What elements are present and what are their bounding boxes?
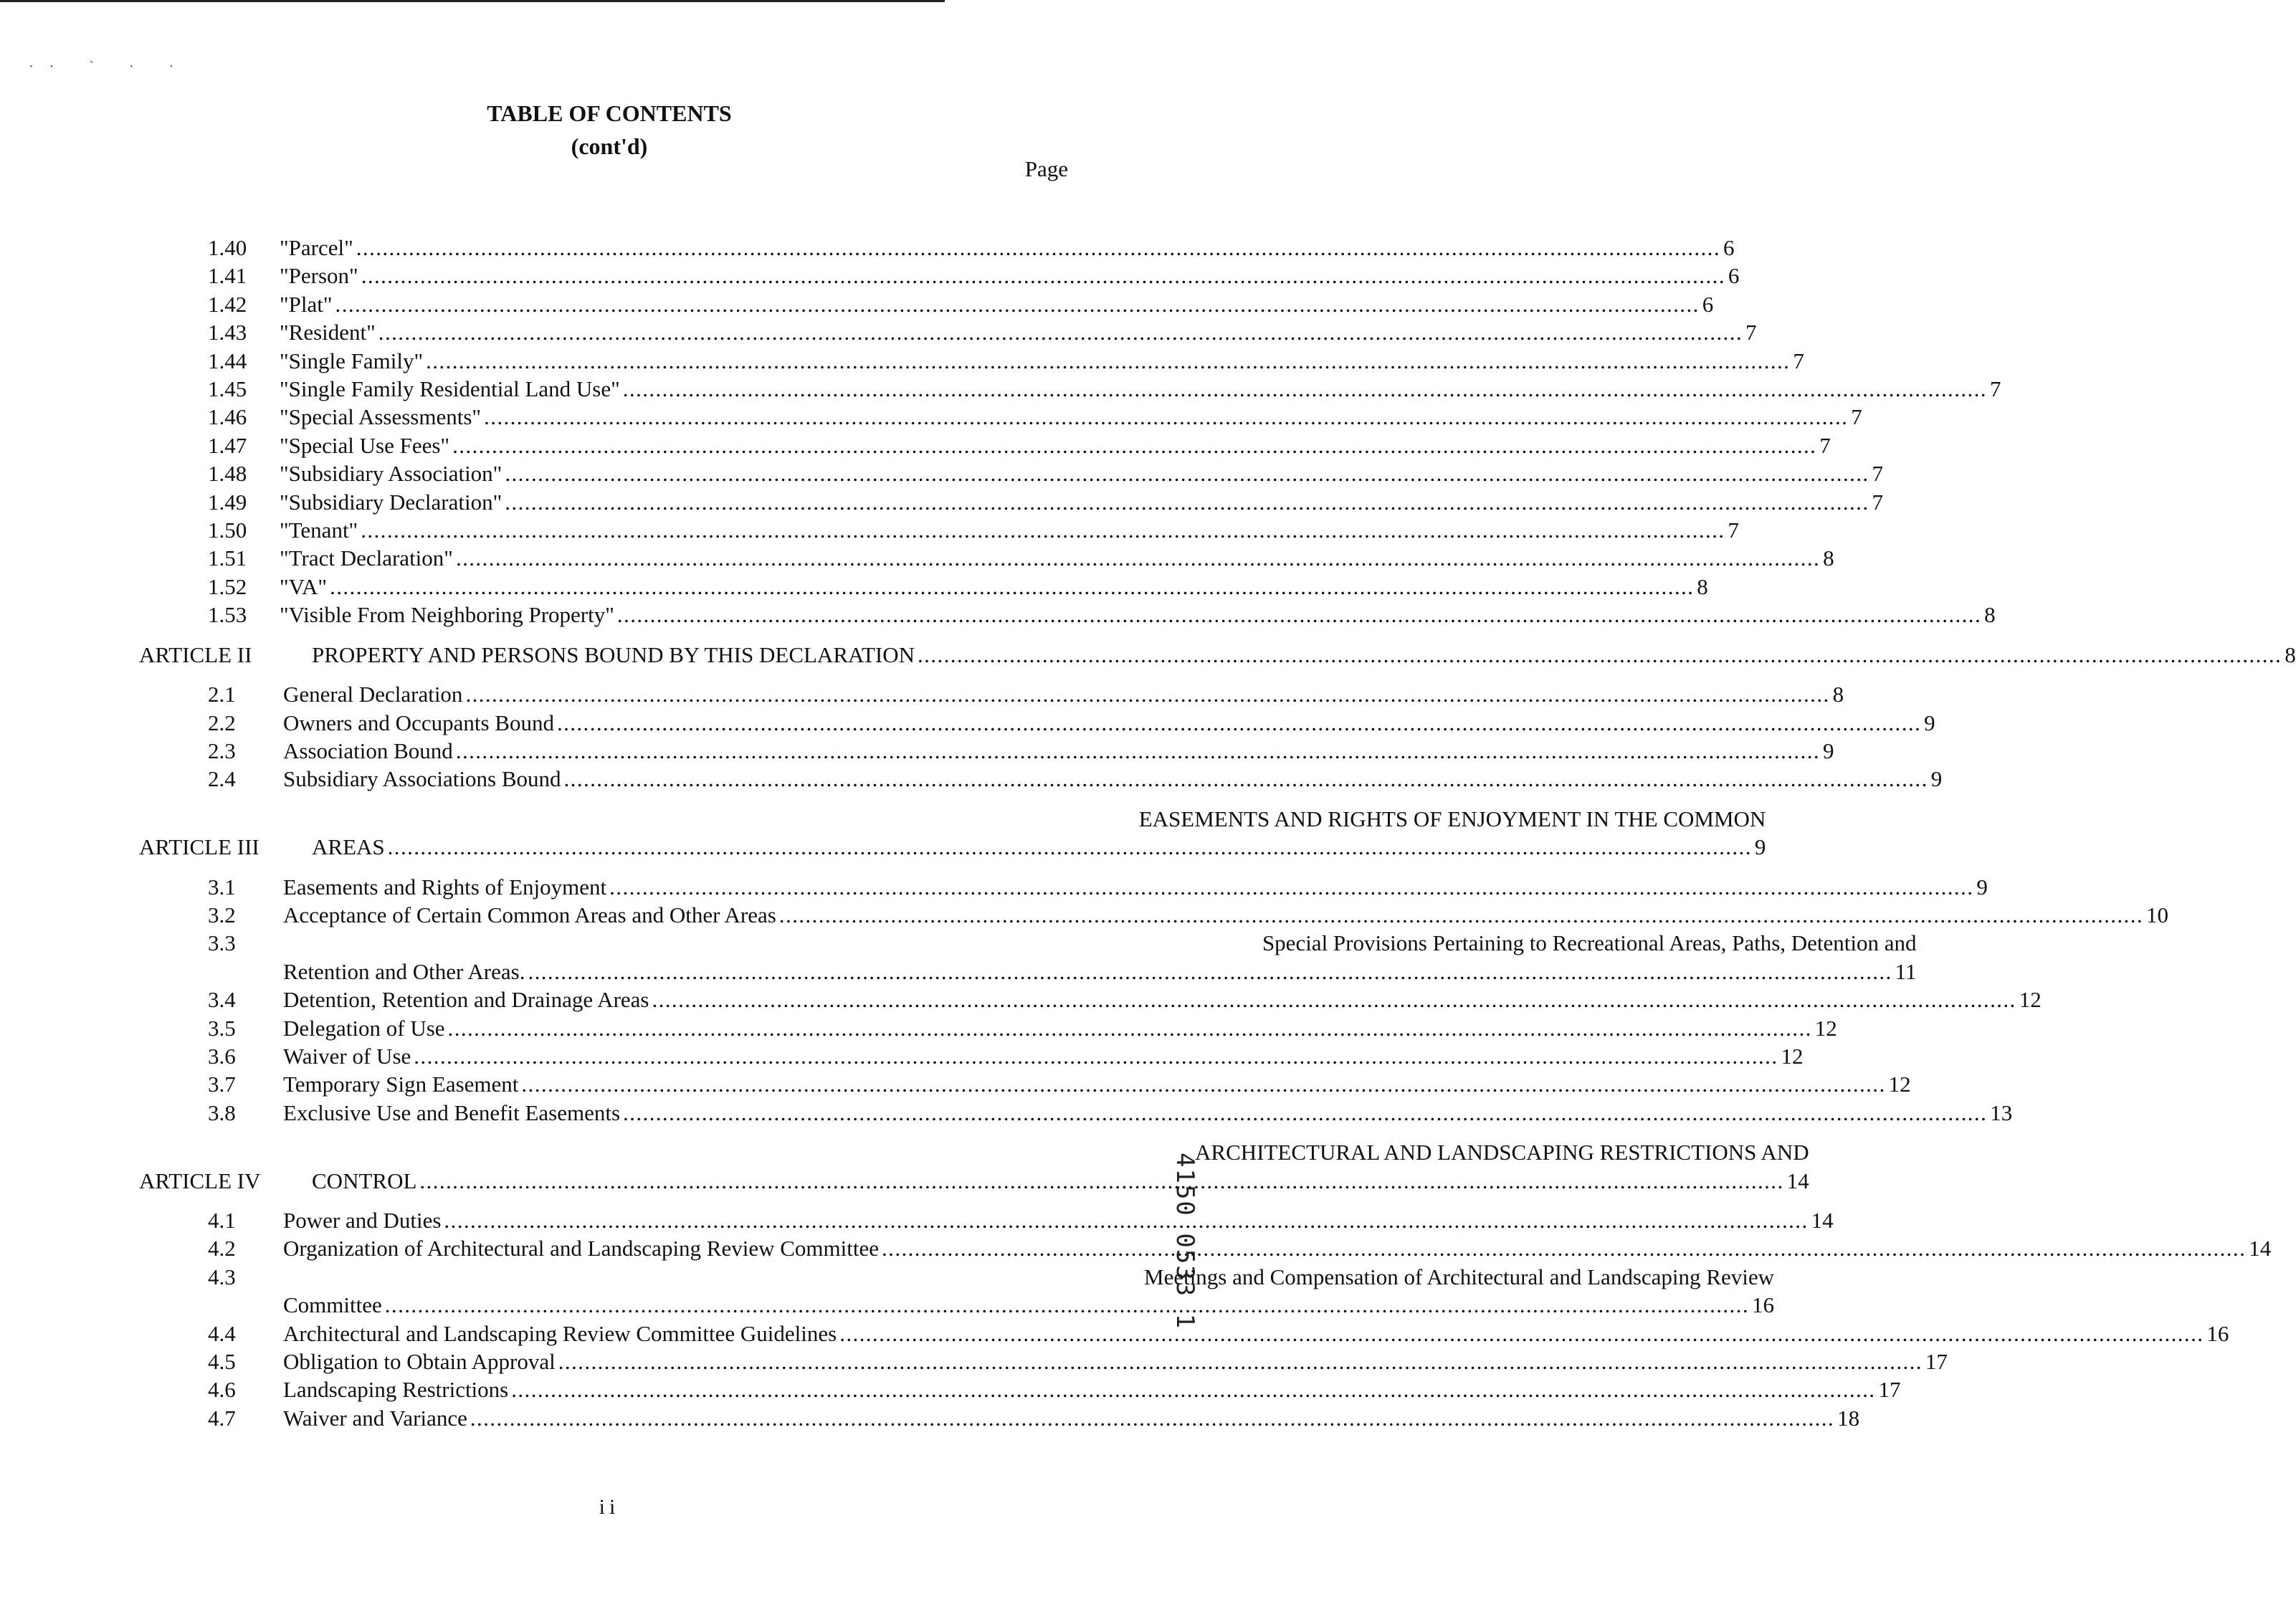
toc-entry: 1.50 "Tenant" ..... 7 bbox=[136, 516, 1068, 544]
leader-dots bbox=[617, 601, 1981, 629]
toc-entry: 1.51 "Tract Declaration" ..... 8 bbox=[136, 544, 1068, 572]
scan-specks: ·· ˋ · · bbox=[29, 59, 190, 75]
toc-article-heading: ARTICLE II PROPERTY AND PERSONS BOUND BY THIS DECLARATION ..... 8 bbox=[136, 641, 1068, 669]
leader-dots bbox=[882, 1234, 2246, 1262]
leader-dots bbox=[356, 234, 1720, 262]
page-title: TABLE OF CONTENTS bbox=[487, 100, 732, 126]
leader-dots bbox=[465, 680, 1829, 708]
toc-entry: 3.5 Delegation of Use ..... 12 bbox=[136, 1014, 1068, 1042]
leader-dots bbox=[470, 1404, 1834, 1432]
toc-entry: 1.44 "Single Family" ..... 7 bbox=[136, 347, 1068, 375]
toc-entry: 4.2 Organization of Architectural and Landscaping Review Committee ..... 14 bbox=[136, 1234, 1068, 1262]
leader-dots bbox=[623, 1099, 1987, 1127]
toc-entry: 2.3 Association Bound ..... 9 bbox=[136, 737, 1068, 765]
toc-entry: 4.7 Waiver and Variance ..... 18 bbox=[136, 1404, 1068, 1432]
toc-entry: 2.1 General Declaration ..... 8 bbox=[136, 680, 1068, 708]
leader-dots bbox=[839, 1320, 2204, 1348]
toc-entry: 1.49 "Subsidiary Declaration" ..... 7 bbox=[136, 488, 1068, 516]
toc-article-heading: ARTICLE IV ARCHITECTURAL AND LANDSCAPING RESTRICTIONS AND CONTROL ..... 14 bbox=[136, 1138, 1068, 1195]
toc-entry: 2.2 Owners and Occupants Bound ..... 9 bbox=[136, 709, 1068, 737]
leader-dots bbox=[378, 318, 1743, 346]
leader-dots bbox=[388, 833, 1752, 861]
scan-top-edge-line bbox=[0, 0, 945, 2]
leader-dots bbox=[521, 1070, 1885, 1098]
leader-dots bbox=[361, 262, 1725, 290]
leader-dots bbox=[609, 873, 1973, 901]
leader-dots bbox=[448, 1014, 1812, 1042]
toc-entry: 3.2 Acceptance of Certain Common Areas and Other Areas ..... 10 bbox=[136, 901, 1068, 929]
toc-entry: 1.46 "Special Assessments" ..... 7 bbox=[136, 403, 1068, 431]
toc-entry: 3.3 Special Provisions Pertaining to Recreational Areas, Paths, Detention and Retention and Other Areas. ..... 11 bbox=[136, 929, 1068, 986]
leader-dots bbox=[456, 544, 1820, 572]
toc-entry: 1.42 "Plat" ..... 6 bbox=[136, 290, 1068, 318]
leader-dots bbox=[426, 347, 1790, 375]
leader-dots bbox=[444, 1206, 1808, 1234]
leader-dots bbox=[484, 403, 1848, 431]
page-subtitle: (cont'd) bbox=[571, 133, 648, 159]
leader-dots bbox=[385, 1291, 1749, 1319]
toc-entry: 4.6 Landscaping Restrictions ..... 17 bbox=[136, 1375, 1068, 1403]
toc-entry: 4.3 Meetings and Compensation of Architectural and Landscaping Review Committee ..... 16 bbox=[136, 1263, 1068, 1320]
toc-entry: 4.5 Obligation to Obtain Approval ..... 17 bbox=[136, 1348, 1068, 1375]
toc-entry: 3.1 Easements and Rights of Enjoyment ..... 9 bbox=[136, 873, 1068, 901]
toc-entry: 1.41 "Person" ..... 6 bbox=[136, 262, 1068, 290]
leader-dots bbox=[330, 573, 1694, 601]
toc-entry: 3.7 Temporary Sign Easement ..... 12 bbox=[136, 1070, 1068, 1098]
toc-entry: 3.6 Waiver of Use ..... 12 bbox=[136, 1042, 1068, 1070]
leader-dots bbox=[623, 375, 1987, 403]
toc-entry: 1.48 "Subsidiary Association" ..... 7 bbox=[136, 459, 1068, 487]
toc-entry: 1.53 "Visible From Neighboring Property" ..... 8 bbox=[136, 601, 1068, 629]
leader-dots bbox=[456, 737, 1820, 765]
leader-dots bbox=[511, 1375, 1875, 1403]
toc-entry: 3.4 Detention, Retention and Drainage Areas ..... 12 bbox=[136, 986, 1068, 1013]
leader-dots bbox=[505, 488, 1869, 516]
toc-entry: 2.4 Subsidiary Associations Bound ..... 9 bbox=[136, 765, 1068, 793]
leader-dots bbox=[558, 1348, 1923, 1375]
toc-entry: 1.43 "Resident" ..... 7 bbox=[136, 318, 1068, 346]
leader-dots bbox=[557, 709, 1921, 737]
toc-entry: 1.45 "Single Family Residential Land Use" ..... 7 bbox=[136, 375, 1068, 403]
leader-dots bbox=[564, 765, 1928, 793]
toc-entry: 4.4 Architectural and Landscaping Review Committee Guidelines ..... 16 bbox=[136, 1320, 1068, 1348]
leader-dots bbox=[414, 1042, 1778, 1070]
toc-entry: 4.1 Power and Duties ..... 14 bbox=[136, 1206, 1068, 1234]
leader-dots bbox=[779, 901, 2143, 929]
page-column-label: Page bbox=[1024, 156, 1068, 181]
margin-recording-stamp: 4150 0533 1 bbox=[1171, 1153, 1199, 1330]
leader-dots bbox=[505, 459, 1869, 487]
leader-dots bbox=[452, 431, 1816, 459]
leader-dots bbox=[335, 290, 1700, 318]
page-folio: ii bbox=[599, 1495, 620, 1519]
leader-dots bbox=[652, 986, 2016, 1013]
leader-dots bbox=[918, 641, 2282, 669]
toc-entry: 1.47 "Special Use Fees" ..... 7 bbox=[136, 431, 1068, 459]
leader-dots bbox=[419, 1167, 1783, 1195]
toc-entry: 1.52 "VA" ..... 8 bbox=[136, 573, 1068, 601]
toc-entry: 3.8 Exclusive Use and Benefit Easements ..... 13 bbox=[136, 1099, 1068, 1127]
leader-dots bbox=[361, 516, 1725, 544]
toc-article-heading: ARTICLE III EASEMENTS AND RIGHTS OF ENJOYMENT IN THE COMMON AREAS ..... 9 bbox=[136, 805, 1068, 862]
toc-entry: 1.40 "Parcel" ..... 6 bbox=[136, 234, 1068, 262]
leader-dots bbox=[528, 958, 1892, 986]
